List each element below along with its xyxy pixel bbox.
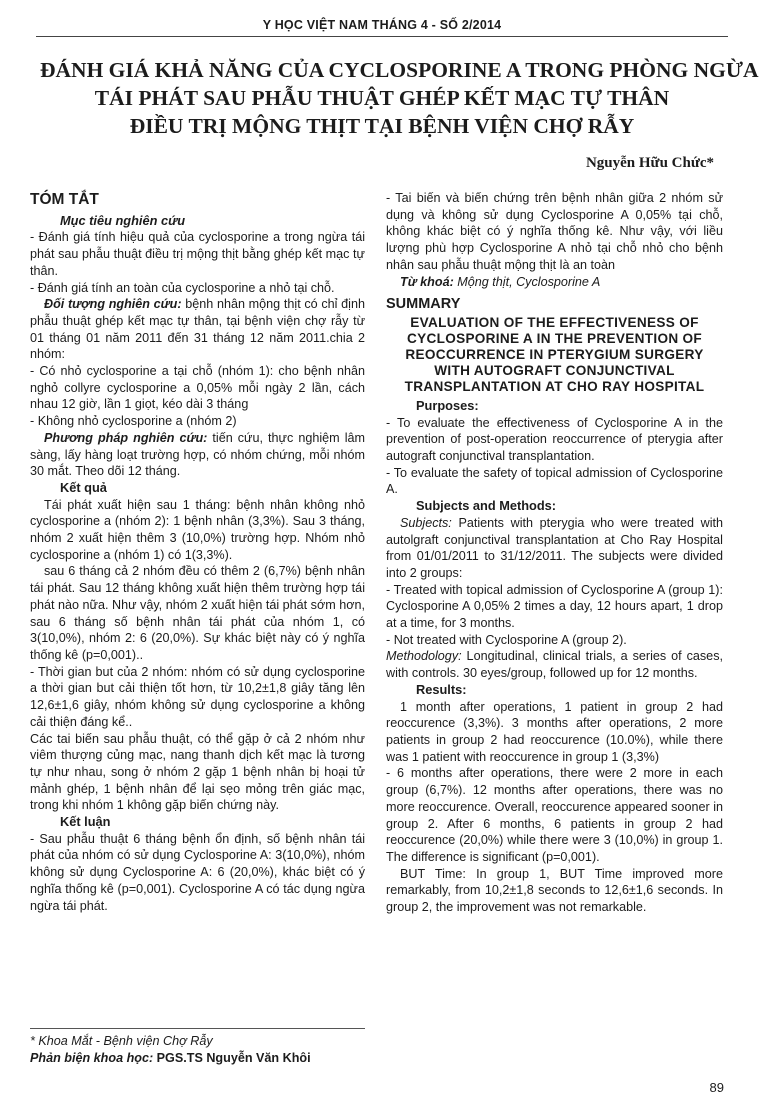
group-item: - Không nhỏ cyclosporine a (nhóm 2) xyxy=(30,414,237,429)
conclusion-paragraph: - Tai biến và biến chứng trên bệnh nhân giữa 2 nhóm sử dụng và không sử dụng Cyclosporine A 0,05% tại chỗ, không khác biệt có ý nghĩa thống kê. Như vậy, với liều lượng phù hợp Cyclosporine A nhỏ tại chỗ nhỏ cho bệnh nhân sau phẫu thuật mộng thịt là an toàn xyxy=(386,191,723,272)
footnote-affiliation: * Khoa Mắt - Bệnh viện Chợ Rẫy xyxy=(30,1034,213,1048)
methodology-paragraph xyxy=(386,648,723,681)
group-item: - Có nhỏ cyclosporine a tại chỗ (nhóm 1): cho bệnh nhân nghỏ collyre cyclosporine a 0,05% mỗi ngày 2 lần, cách nhau 12 giờ, lần 1 giọt, kéo dài 3 tháng xyxy=(30,364,365,412)
left-column xyxy=(30,190,365,914)
summary-title-line: REOCCURRENCE IN PTERYGIUM SURGERY xyxy=(405,346,704,362)
summary-title xyxy=(386,315,723,395)
subjects-paragraph xyxy=(30,296,365,363)
title-line: ĐIỀU TRỊ MỘNG THỊT TẠI BỆNH VIỆN CHỢ RẪY xyxy=(129,114,635,138)
result-paragraph: sau 6 tháng cả 2 nhóm đều có thêm 2 (6,7%) bệnh nhân tái phát. Sau 12 tháng không xuất hiện thêm trường hợp tái phát nào nữa. Như vậy, nhóm 2 xuất hiện tái phát sớm hơn, sau 6 tháng số bệnh nhân tái phát của nhóm 1, có 3(10,0%), nhóm 2: 6 (20,0%). Sự khác biệt này có ý nghĩa thống kê (p=0,001).. xyxy=(30,564,365,662)
footnote-reviewer xyxy=(30,1050,365,1067)
objectives-heading: Mục tiêu nghiên cứu xyxy=(60,212,186,228)
right-column xyxy=(386,190,723,916)
methodology-label: Methodology: xyxy=(386,649,462,664)
subjects-text: bệnh nhân mộng thịt có chỉ định phẫu thuật ghép kết mạc tự thân, tại bệnh viện chợ rẫy từ 01 tháng 01 năm 2011 đến 31 tháng 12 năm 2011.chia 2 nhóm: xyxy=(30,297,365,362)
conclusion-heading: Kết luận xyxy=(60,814,111,830)
keywords-label: Từ khoá: xyxy=(400,274,454,289)
keywords-text: Mộng thịt, Cyclosporine A xyxy=(453,274,601,289)
subjects-label-en: Subjects: xyxy=(400,515,452,530)
summary-title-line: WITH AUTOGRAFT CONJUNCTIVAL xyxy=(434,362,675,378)
conclusion-paragraph: - Sau phẫu thuật 6 tháng bệnh ổn định, số bệnh nhân tái phát của nhóm có sử dụng Cyclosporine A: 3(10,0%), nhóm không sử dụng Cyclosporine A: 6 (20,0%), khác biệt có ý nghĩa thống kê (p=0,001). Cyclosporine A có tác dụng ngừa ngừa tái phát. xyxy=(30,831,365,913)
title-line: TÁI PHÁT SAU PHẪU THUẬT GHÉP KẾT MẠC TỰ THÂN xyxy=(94,86,670,110)
purpose-item: - To evaluate the effectiveness of Cyclosporine A in the prevention of post-operation reoccurrence of pterygia after autograft conjunctival transplantation. xyxy=(386,415,723,464)
summary-heading: SUMMARY xyxy=(386,296,461,313)
objective-item: - Đánh giá tính hiệu quả của cyclosporine a trong ngừa tái phát sau phẫu thuật điều trị mộng thịt bằng ghép kết mạc tự thân. xyxy=(30,230,365,278)
summary-title-line: CYCLOSPORINE A IN THE PREVENTION OF xyxy=(407,330,702,346)
subjects-label: Đối tượng nghiên cứu: xyxy=(44,297,182,312)
keywords-paragraph xyxy=(386,274,723,291)
result-paragraph: Các tai biến sau phẫu thuật, có thể gặp ở cả 2 nhóm như viêm thượng củng mạc, nang thanh dịch kết mạc là tương tự như nhau, song ở nhóm 2 gặp 1 bệnh nhân bị hoại tử mảnh ghép, 1 bệnh nhân để lại sẹo mỏng trên giác mạc, trong khi nhóm 1 không gặp biến chứng này. xyxy=(30,731,365,813)
subjects-text-en: Patients with pterygia who were treated with autolgraft conjunctival transplantation at Cho Ray Hospital from 01/01/2011 to 31/12/2011. The subjects were divided into 2 groups: xyxy=(386,515,723,580)
footnotes xyxy=(30,1028,365,1067)
result-paragraph: - Thời gian but của 2 nhóm: nhóm có sử dụng cyclosporine a thời gian but cải thiện tốt hơn, từ 10,2±1,8 giây tăng lên 12,6±1,6 giây, nhóm không sử dụng cyclosporine a không cải thiện đáng kể.. xyxy=(30,664,365,729)
group-item-en: - Not treated with Cyclosporine A (group 2). xyxy=(386,632,627,647)
result-paragraph: Tái phát xuất hiện sau 1 tháng: bệnh nhân không nhỏ cyclosporine a (nhóm 2): 1 bệnh nhân (3,3%). Sau 3 tháng, nhóm 2 xuất hiện thêm 3 (10,0%) trường hợp. Nhóm nhỏ cyclosporine a (nhóm 1) có 1(3,3%). xyxy=(30,497,365,562)
methods-paragraph xyxy=(30,430,365,480)
abstract-heading: TÓM TẮT xyxy=(30,191,99,208)
author-name: Nguyễn Hữu Chức* xyxy=(585,155,714,171)
journal-header: Y HỌC VIỆT NAM THÁNG 4 - SỐ 2/2014 xyxy=(36,18,728,37)
reviewer-label: Phản biện khoa học: xyxy=(30,1051,154,1065)
methods-text: tiến cứu, thực nghiệm lâm sàng, lấy hàng loạt trường hợp, có nhóm chứng, mỗi nhóm 30 mắt. Theo dõi 12 tháng. xyxy=(30,430,365,479)
page-number: 89 xyxy=(709,1080,724,1095)
purpose-item: - To evaluate the safety of topical admission of Cyclosporine A. xyxy=(386,465,723,497)
subjects-paragraph-en xyxy=(386,515,723,582)
results-heading-en: Results: xyxy=(416,681,467,697)
objective-item: - Đánh giá tính an toàn của cyclosporine a nhỏ tại chỗ. xyxy=(30,280,335,295)
result-paragraph-en: - 6 months after operations, there were 2 more in each group (6,7%). 12 months after operations, there was no more reoccurence. Overall, reoccurence appeared sooner in group 2. After 6 months, 6 patients in group 2 had reoccurence (20,0%) while there were 3 (10,0%) in group 1. The difference is significant (p=0,001). xyxy=(386,766,723,864)
title-line: ĐÁNH GIÁ KHẢ NĂNG CỦA CYCLOSPORINE A TRONG PHÒNG NGỪA xyxy=(40,58,759,82)
article-title xyxy=(40,56,759,140)
methods-label: Phương pháp nghiên cứu: xyxy=(44,430,208,445)
group-item-en: - Treated with topical admission of Cyclosporine A (group 1): Cyclosporine A 0,05% 2 times a day, 12 hours apart, 1 drop at a time, for 3 months. xyxy=(386,582,723,631)
purposes-heading: Purposes: xyxy=(416,397,479,413)
summary-title-line: EVALUATION OF THE EFFECTIVENESS OF xyxy=(410,314,699,330)
methodology-text: Longitudinal, clinical trials, a series of cases, with controls. 30 eyes/group, followed up for 12 months. xyxy=(386,649,723,681)
results-heading: Kết quả xyxy=(60,479,107,495)
subjects-methods-heading: Subjects and Methods: xyxy=(416,498,557,514)
summary-title-line: TRANSPLANTATION AT CHO RAY HOSPITAL xyxy=(404,378,705,394)
result-paragraph-en: 1 month after operations, 1 patient in group 2 had reoccurence (3,3%). 3 months after operations, 2 more patients in group 2 had reoccurence (10.0%), while there was 1 patient with reoccurence in group 1 (3,3%) xyxy=(386,699,723,764)
result-paragraph-en: BUT Time: In group 1, BUT Time improved more remarkably, from 10,2±1,8 seconds to 12,6±1,6 seconds. In group 2, the improvement was not remarkable. xyxy=(386,866,723,915)
reviewer-name: PGS.TS Nguyễn Văn Khôi xyxy=(153,1051,311,1065)
